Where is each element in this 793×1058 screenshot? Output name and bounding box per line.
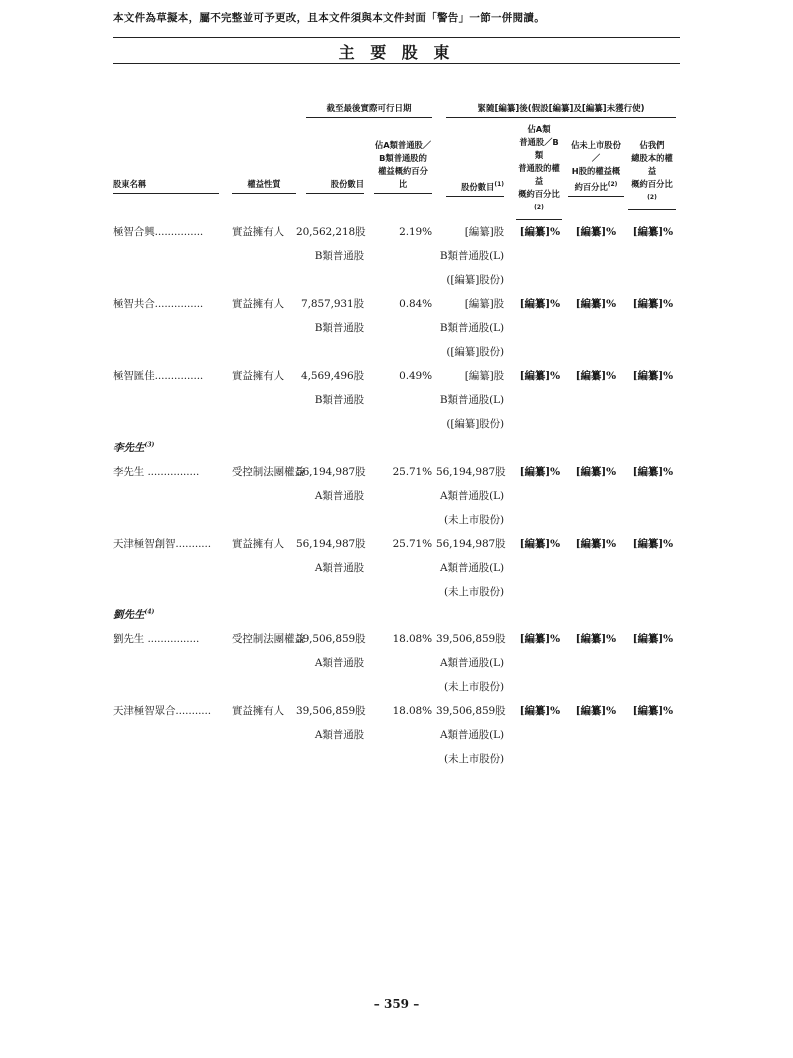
shares-current-line: 7,857,931股 [301, 298, 364, 310]
shares-current-line: B類普通股 [314, 394, 364, 406]
shares-post-offering-line: ([編纂]股份) [446, 274, 504, 286]
shareholder-name: 天津極智眾合........... [113, 705, 212, 717]
pct-current: 18.08% [392, 705, 432, 717]
shares-post-offering-line: ([編纂]股份) [446, 346, 504, 358]
group-header-post-offering: 緊隨[編纂]後(假設[編纂]及[編纂]未獲行使) [446, 102, 676, 118]
shares-post-offering-line: A類普通股(L) [440, 562, 504, 574]
pct-unlisted-h-post: [編纂]% [575, 466, 616, 478]
shares-post-offering-line: [編纂]股 [464, 226, 504, 238]
shares-current-line: A類普通股 [314, 729, 364, 741]
pct-class-post: [編纂]% [519, 705, 560, 717]
col-header-pct-1: 佔A類普通股／ B類普通股的 權益概約百分比 [374, 139, 432, 194]
pct-unlisted-h-post: [編纂]% [575, 705, 616, 717]
pct-total-post: [編纂]% [632, 538, 673, 550]
shares-current [296, 292, 364, 340]
shares-current [296, 532, 364, 580]
shares-current [296, 220, 364, 268]
shares-current-line: B類普通股 [314, 322, 364, 334]
pct-current: 25.71% [392, 466, 432, 478]
section-label-mr-li: 李先生$^{(3)}$ [113, 441, 155, 454]
shares-post-offering-line: 39,506,859股 [436, 705, 506, 717]
pct-class-post: [編纂]% [519, 633, 560, 645]
pct-current: 18.08% [392, 633, 432, 645]
shares-post-offering-line: 56,194,987股 [436, 538, 506, 550]
pct-unlisted-h-post: [編纂]% [575, 298, 616, 310]
pct-unlisted-h-post: [編纂]% [575, 633, 616, 645]
pct-total-post: [編纂]% [632, 466, 673, 478]
pct-total-post: [編纂]% [632, 298, 673, 310]
col-header-nature: 權益性質 [232, 178, 296, 194]
pct-current: 0.49% [399, 370, 432, 382]
shareholder-name: 極智匯佳............... [113, 370, 204, 382]
shares-post-offering-line: A類普通股(L) [440, 657, 504, 669]
pct-total-post: [編纂]% [632, 633, 673, 645]
shares-current [296, 460, 364, 508]
shares-post-offering-line: B類普通股(L) [439, 250, 504, 262]
shares-current-line: 20,562,218股 [296, 226, 366, 238]
shareholder-name: 極智共合............... [113, 298, 204, 310]
pct-class-post: [編纂]% [519, 370, 560, 382]
shares-current-line: 39,506,859股 [296, 633, 366, 645]
shares-post-offering-line: B類普通股(L) [439, 394, 504, 406]
col-header-shares-1: 股份數目 [306, 178, 364, 194]
pct-current: 0.84% [399, 298, 432, 310]
pct-total-post: [編纂]% [632, 705, 673, 717]
section-label-mr-liu: 劉先生$^{(4)}$ [113, 608, 155, 621]
pct-class-post: [編纂]% [519, 298, 560, 310]
shares-post-offering [436, 532, 504, 604]
shareholder-name: 天津極智創智........... [113, 538, 212, 550]
page-number: – 359 – [373, 997, 420, 1011]
shares-current-line: 4,569,496股 [301, 370, 364, 382]
interest-nature: 實益擁有人 [232, 538, 284, 550]
pct-unlisted-h-post: [編纂]% [575, 226, 616, 238]
shareholder-name: 劉先生 ................ [113, 633, 200, 645]
col-header-pct-4: 佔我們 總股本的權益 概約百分比$^{(2)}$ [628, 139, 676, 210]
shares-post-offering-line: [編纂]股 [464, 298, 504, 310]
shares-post-offering [436, 364, 504, 436]
shares-post-offering [436, 292, 504, 364]
shares-current-line: 56,194,987股 [296, 466, 366, 478]
interest-nature: 實益擁有人 [232, 705, 284, 717]
shares-current-line: B類普通股 [314, 250, 364, 262]
shares-post-offering-line: A類普通股(L) [440, 490, 504, 502]
shares-post-offering-line: (未上市股份) [444, 586, 504, 598]
shares-current-line: 39,506,859股 [296, 705, 366, 717]
shares-post-offering-line: [編纂]股 [464, 370, 504, 382]
col-header-shares-2: 股份數目$^{(1)}$ [446, 178, 504, 197]
page-title: 主 要 股 東 [338, 43, 455, 62]
shares-post-offering [436, 699, 504, 771]
col-header-pct-2: 佔A類 普通股／B類 普通股的權益 概約百分比$^{(2)}$ [516, 123, 562, 220]
shares-post-offering-line: ([編纂]股份) [446, 418, 504, 430]
shares-post-offering-line: 56,194,987股 [436, 466, 506, 478]
interest-nature: 實益擁有人 [232, 226, 284, 238]
shares-post-offering [436, 460, 504, 532]
pct-class-post: [編纂]% [519, 226, 560, 238]
title-bottom-rule [113, 63, 680, 64]
shares-current-line: A類普通股 [314, 657, 364, 669]
pct-unlisted-h-post: [編纂]% [575, 370, 616, 382]
shares-current [296, 699, 364, 747]
pct-current: 2.19% [399, 226, 432, 238]
pct-class-post: [編纂]% [519, 466, 560, 478]
shares-post-offering [436, 220, 504, 292]
pct-total-post: [編纂]% [632, 226, 673, 238]
shares-post-offering-line: (未上市股份) [444, 753, 504, 765]
interest-nature: 實益擁有人 [232, 298, 284, 310]
shareholder-name: 李先生 ................ [113, 466, 200, 478]
shares-post-offering-line: (未上市股份) [444, 514, 504, 526]
pct-unlisted-h-post: [編纂]% [575, 538, 616, 550]
col-header-pct-3: 佔未上市股份／ H股的權益概 約百分比$^{(2)}$ [568, 139, 624, 197]
shares-current-line: 56,194,987股 [296, 538, 366, 550]
shareholder-name: 極智合興............... [113, 226, 204, 238]
pct-class-post: [編纂]% [519, 538, 560, 550]
group-header-latest-date: 截至最後實際可行日期 [306, 102, 432, 118]
interest-nature: 實益擁有人 [232, 370, 284, 382]
shares-post-offering-line: 39,506,859股 [436, 633, 506, 645]
interest-nature: 受控制法團權益 [232, 466, 305, 478]
pct-current: 25.71% [392, 538, 432, 550]
draft-warning-banner: 本文件為草擬本，屬不完整並可予更改，且本文件須與本文件封面「警告」一節一併閱讀。 [113, 12, 545, 24]
shares-post-offering [436, 627, 504, 699]
shares-current-line: A類普通股 [314, 490, 364, 502]
shares-current [296, 364, 364, 412]
interest-nature: 受控制法團權益 [232, 633, 305, 645]
title-top-rule [113, 37, 680, 38]
shares-post-offering-line: (未上市股份) [444, 681, 504, 693]
col-header-name: 股東名稱 [113, 178, 219, 194]
shares-post-offering-line: A類普通股(L) [440, 729, 504, 741]
pct-total-post: [編纂]% [632, 370, 673, 382]
shares-current [296, 627, 364, 675]
shares-post-offering-line: B類普通股(L) [439, 322, 504, 334]
shares-current-line: A類普通股 [314, 562, 364, 574]
